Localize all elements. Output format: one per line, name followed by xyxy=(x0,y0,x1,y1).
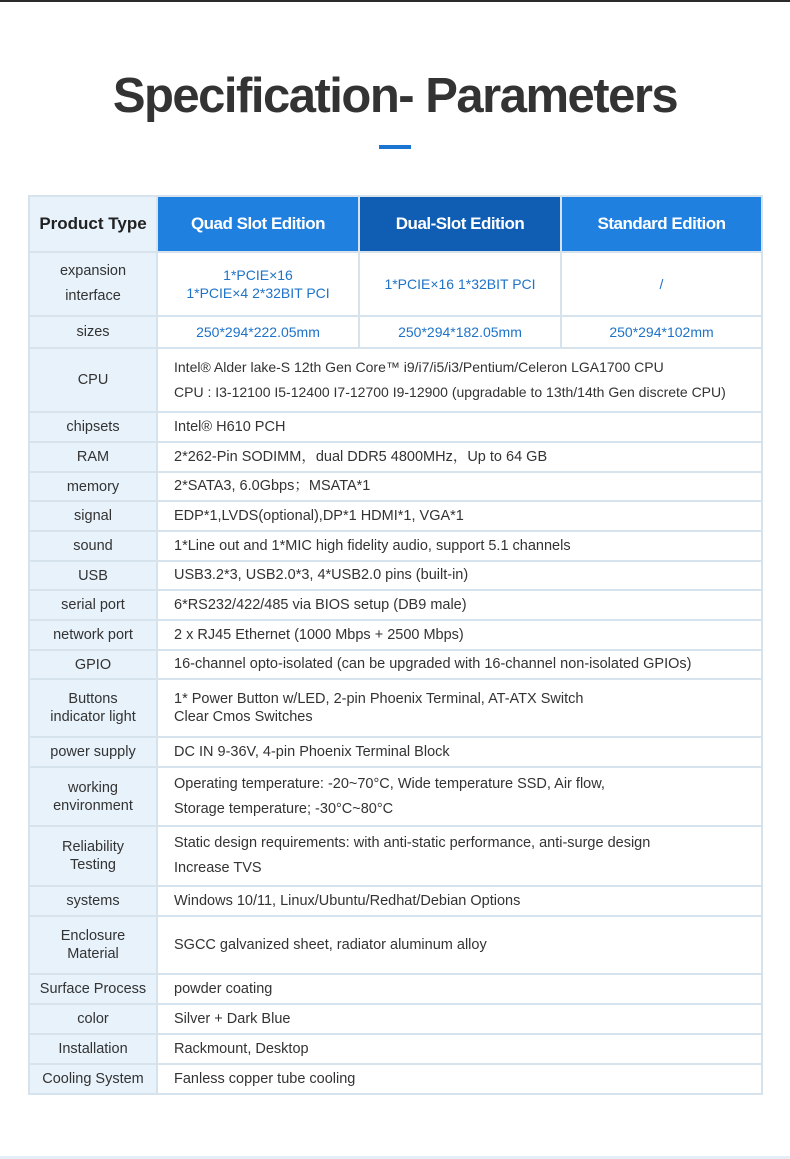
row-label: systems xyxy=(29,886,157,916)
table-row-memory xyxy=(29,472,762,501)
table-row-ram xyxy=(29,442,762,472)
value-line: Storage temperature; -30°C~80°C xyxy=(174,800,394,817)
value-line: EDP*1,LVDS(optional),DP*1 HDMI*1, VGA*1 xyxy=(174,507,464,524)
row-label: power supply xyxy=(29,737,157,767)
title-underline xyxy=(379,145,411,149)
table-row-signal xyxy=(29,501,762,531)
value-line: Intel® Alder lake-S 12th Gen Core™ i9/i7/i5/i3/Pentium/Celeron LGA1700 CPU xyxy=(174,359,664,375)
row-value xyxy=(157,412,762,442)
row-label: Installation xyxy=(29,1034,157,1064)
row-value xyxy=(157,561,762,590)
row-label: RAM xyxy=(29,442,157,472)
row-label-line: indicator light xyxy=(50,709,136,725)
row-value xyxy=(157,737,762,767)
row-label-line: environment xyxy=(53,797,133,814)
table-row-sound xyxy=(29,531,762,561)
table-row-surface-process xyxy=(29,974,762,1004)
row-label xyxy=(29,916,157,974)
standard-expansion-value: / xyxy=(561,252,762,316)
table-row-network-port xyxy=(29,620,762,650)
row-value xyxy=(157,679,762,737)
row-value xyxy=(157,1064,762,1094)
row-label-line: Enclosure xyxy=(60,928,126,944)
row-value xyxy=(157,1004,762,1034)
value-line: 1*PCIE×16 xyxy=(223,267,293,283)
row-label: chipsets xyxy=(29,412,157,442)
value-line: 16-channel opto-isolated (can be upgraded with 16-channel non-isolated GPIOs) xyxy=(174,656,692,672)
header-standard-edition: Standard Edition xyxy=(561,196,762,252)
value-line: Intel® H610 PCH xyxy=(174,418,286,435)
value-line: 2*SATA3, 6.0Gbps；MSATA*1 xyxy=(174,478,371,494)
row-label: sizes xyxy=(29,316,157,348)
table-row-serial-port xyxy=(29,590,762,620)
row-value xyxy=(157,826,762,886)
row-label-line: Buttons xyxy=(68,691,118,707)
value-line: 1* Power Button w/LED, 2-pin Phoenix Terminal, AT-ATX Switch xyxy=(174,691,584,707)
row-value xyxy=(157,501,762,531)
row-label: Cooling System xyxy=(29,1064,157,1094)
row-value xyxy=(157,348,762,412)
row-value xyxy=(157,767,762,826)
page-title: Specification- Parameters xyxy=(112,69,678,123)
row-value xyxy=(157,590,762,620)
value-line: powder coating xyxy=(174,980,273,997)
value-line: 1*PCIE×4 2*32BIT PCI xyxy=(186,285,330,301)
table-row-enclosure-material xyxy=(29,916,762,974)
row-value xyxy=(157,442,762,472)
value-line: DC IN 9-36V, 4-pin Phoenix Terminal Block xyxy=(174,743,450,760)
table-row-working-environment xyxy=(29,767,762,826)
header-product-type: Product Type xyxy=(29,196,157,252)
row-label xyxy=(29,252,157,316)
table-row-usb xyxy=(29,561,762,590)
row-label: Surface Process xyxy=(29,974,157,1004)
table-row-installation xyxy=(29,1034,762,1064)
dual-size-value: 250*294*182.05mm xyxy=(359,316,561,348)
row-label: memory xyxy=(29,472,157,501)
value-line: Increase TVS xyxy=(174,860,262,876)
row-label-line: Reliability xyxy=(61,839,125,855)
dual-expansion-value: 1*PCIE×16 1*32BIT PCI xyxy=(359,252,561,316)
row-label: GPIO xyxy=(29,650,157,679)
table-row-cpu xyxy=(29,348,762,412)
value-line: Fanless copper tube cooling xyxy=(174,1070,356,1087)
row-value xyxy=(157,620,762,650)
row-label-line: Testing xyxy=(70,857,116,873)
row-label-line: expansion xyxy=(59,263,127,279)
standard-size-value: 250*294*102mm xyxy=(561,316,762,348)
value-line: Rackmount, Desktop xyxy=(174,1040,309,1057)
row-label-line: working xyxy=(68,779,118,796)
value-line: Static design requirements: with anti-static performance, anti-surge design xyxy=(174,835,651,851)
value-line: Silver + Dark Blue xyxy=(174,1010,291,1027)
row-label: USB xyxy=(29,561,157,590)
spec-table xyxy=(28,195,763,1095)
table-row-cooling-system xyxy=(29,1064,762,1094)
row-value xyxy=(157,974,762,1004)
value-line: Operating temperature: -20~70°C, Wide temperature SSD, Air flow, xyxy=(174,775,605,792)
value-line: USB3.2*3, USB2.0*3, 4*USB2.0 pins (built-in) xyxy=(174,567,469,583)
header-quad-slot-edition: Quad Slot Edition xyxy=(157,196,359,252)
row-label xyxy=(29,679,157,737)
row-value xyxy=(157,650,762,679)
table-row-power-supply xyxy=(29,737,762,767)
header-dual-slot-edition: Dual-Slot Edition xyxy=(359,196,561,252)
table-row-systems xyxy=(29,886,762,916)
row-label: network port xyxy=(29,620,157,650)
row-label: signal xyxy=(29,501,157,531)
row-label-line: interface xyxy=(65,288,121,304)
table-row-expansion-interface xyxy=(29,252,762,316)
quad-size-value: 250*294*222.05mm xyxy=(157,316,359,348)
value-line: 6*RS232/422/485 via BIOS setup (DB9 male) xyxy=(174,596,467,613)
row-value xyxy=(157,1034,762,1064)
row-label: color xyxy=(29,1004,157,1034)
row-value xyxy=(157,886,762,916)
quad-expansion-value xyxy=(157,252,359,316)
row-label: sound xyxy=(29,531,157,561)
row-label: CPU xyxy=(29,348,157,412)
row-value xyxy=(157,472,762,501)
value-line: 2*262-Pin SODIMM，dual DDR5 4800MHz，Up to 64 GB xyxy=(174,448,548,465)
row-label xyxy=(29,767,157,826)
row-value xyxy=(157,916,762,974)
row-label-line: Material xyxy=(67,946,119,962)
table-row-buttons-indicator-light xyxy=(29,679,762,737)
value-line: 2 x RJ45 Ethernet (1000 Mbps + 2500 Mbps) xyxy=(174,626,464,643)
table-row-reliability-testing xyxy=(29,826,762,886)
value-line: CPU : I3-12100 I5-12400 I7-12700 I9-12900 (upgradable to 13th/14th Gen discrete CPU) xyxy=(174,384,726,400)
table-row-sizes xyxy=(29,316,762,348)
value-line: SGCC galvanized sheet, radiator aluminum alloy xyxy=(174,936,487,953)
header-row xyxy=(29,196,762,252)
table-row-gpio xyxy=(29,650,762,679)
value-line: Clear Cmos Switches xyxy=(174,709,313,725)
table-row-color xyxy=(29,1004,762,1034)
row-label: serial port xyxy=(29,590,157,620)
row-label xyxy=(29,826,157,886)
table-row-chipsets xyxy=(29,412,762,442)
value-line: Windows 10/11, Linux/Ubuntu/Redhat/Debian Options xyxy=(174,892,521,909)
row-value xyxy=(157,531,762,561)
value-line: 1*Line out and 1*MIC high fidelity audio, support 5.1 channels xyxy=(174,537,571,554)
top-border xyxy=(0,0,790,2)
